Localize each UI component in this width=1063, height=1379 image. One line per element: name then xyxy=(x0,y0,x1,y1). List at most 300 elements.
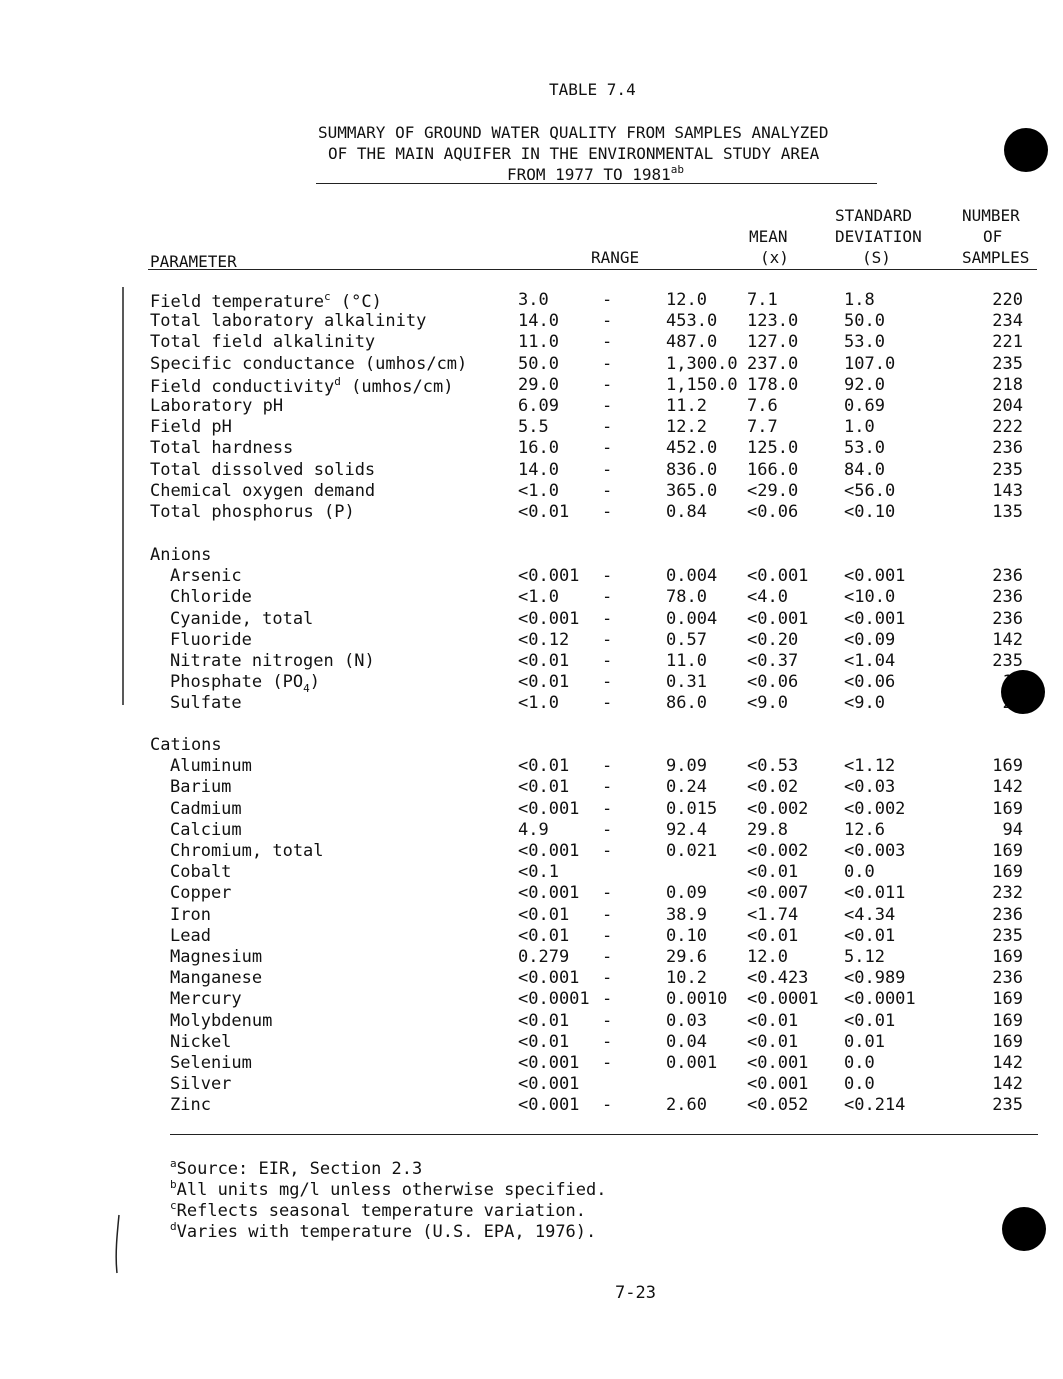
range-low-cell: <0.01 xyxy=(518,502,570,522)
header-mean-line-2: (x) xyxy=(760,248,789,267)
range-dash: - xyxy=(602,459,613,480)
samples-cell: 221 xyxy=(992,332,1023,353)
header-parameter: PARAMETER xyxy=(150,252,237,271)
range-dash: - xyxy=(602,925,613,946)
range-low-cell: <0.001 xyxy=(518,798,580,819)
parameter-cell xyxy=(170,883,231,903)
range-low-cell: <0.001 xyxy=(518,841,580,861)
parameter-name: Field pH xyxy=(150,417,232,438)
parameter-name: Nickel xyxy=(170,1031,232,1052)
samples-cell: 94 xyxy=(1002,819,1023,840)
mean-cell: 12.0 xyxy=(747,947,788,967)
parameter-unit: ) xyxy=(309,672,320,693)
range-high-cell: 12.0 xyxy=(666,290,707,310)
range-high-cell: 0.09 xyxy=(666,883,707,904)
range-low-cell: 29.0 xyxy=(518,374,559,395)
title-line-2: OF THE MAIN AQUIFER IN THE ENVIRONMENTAL STUDY AREA xyxy=(328,144,820,163)
table-row xyxy=(0,968,1063,989)
mean-cell: <1.74 xyxy=(747,904,799,925)
parameter-cell xyxy=(170,799,242,819)
sd-cell: 0.01 xyxy=(844,1031,885,1052)
footnote-marker: b xyxy=(170,1178,177,1191)
parameter-name: Phosphate (PO xyxy=(170,672,304,693)
range-high-cell: 0.10 xyxy=(666,925,707,946)
samples-cell: 169 xyxy=(992,798,1023,819)
sd-cell: 0.0 xyxy=(844,862,875,883)
range-low-cell: 11.0 xyxy=(518,332,559,353)
footnote-marker: c xyxy=(324,290,331,303)
parameter-name: Field temperature xyxy=(150,292,324,312)
footnote-marker: a xyxy=(170,1157,177,1170)
sd-cell: <0.001 xyxy=(844,566,906,587)
range-low-cell: <0.12 xyxy=(518,629,570,650)
sd-cell: 5.12 xyxy=(844,947,885,967)
parameter-cell xyxy=(170,905,211,925)
range-dash: - xyxy=(602,290,613,310)
footnote xyxy=(170,1178,607,1200)
samples-cell: 235 xyxy=(992,651,1023,671)
sd-cell: 1.0 xyxy=(844,417,875,438)
sd-cell: <4.34 xyxy=(844,904,896,925)
range-dash: - xyxy=(602,777,613,798)
sd-cell: <10.0 xyxy=(844,587,896,608)
range-high-cell: 1,300.0 xyxy=(666,353,738,374)
parameter-name: Specific conductance (umhos/cm) xyxy=(150,353,468,374)
samples-cell: 218 xyxy=(992,374,1023,395)
range-high-cell: 0.31 xyxy=(666,672,707,693)
section-heading-anions xyxy=(0,545,1063,566)
range-dash: - xyxy=(602,396,613,416)
sd-cell: <0.002 xyxy=(844,798,906,819)
sd-cell: <0.09 xyxy=(844,629,896,650)
table-row xyxy=(0,438,1063,459)
sd-cell: <0.01 xyxy=(844,925,896,946)
table-row xyxy=(0,756,1063,777)
mean-cell: <9.0 xyxy=(747,693,788,714)
range-high-cell: 9.09 xyxy=(666,756,707,777)
range-low-cell: <0.0001 xyxy=(518,989,590,1010)
range-high-cell: 2.60 xyxy=(666,1095,707,1116)
parameter-cell xyxy=(170,651,375,671)
samples-cell: 235 xyxy=(992,459,1023,480)
samples-cell: 235 xyxy=(992,925,1023,946)
table-row xyxy=(0,354,1063,375)
range-dash: - xyxy=(602,502,613,522)
table-row xyxy=(0,926,1063,947)
range-high-cell: 0.04 xyxy=(666,1031,707,1052)
parameter-name: Field conductivity xyxy=(150,376,335,397)
range-dash: - xyxy=(602,1053,613,1073)
parameter-name: Chemical oxygen demand xyxy=(150,480,376,501)
range-low-cell: <0.01 xyxy=(518,777,570,798)
parameter-name: Copper xyxy=(170,883,232,904)
title-underline xyxy=(316,183,877,184)
page-number: 7-23 xyxy=(615,1283,656,1303)
parameter-name: Cobalt xyxy=(170,862,232,883)
range-high-cell: 0.03 xyxy=(666,1010,707,1031)
parameter-cell xyxy=(170,756,252,776)
mean-cell: <4.0 xyxy=(747,587,788,608)
parameter-cell xyxy=(150,375,453,397)
footnote xyxy=(170,1157,422,1179)
table-row xyxy=(0,375,1063,396)
sd-cell: 92.0 xyxy=(844,374,885,395)
table-row xyxy=(0,672,1063,696)
table-row xyxy=(0,862,1063,883)
table-row xyxy=(0,311,1063,332)
parameter-cell xyxy=(170,968,262,988)
mean-cell: <0.001 xyxy=(747,1074,809,1095)
title-line-1: SUMMARY OF GROUND WATER QUALITY FROM SAMPLES ANALYZED xyxy=(318,123,829,142)
title-years: FROM 1977 TO 1981 xyxy=(507,165,671,184)
parameter-name: Arsenic xyxy=(170,566,242,587)
parameter-cell xyxy=(170,926,211,946)
parameter-unit: (umhos/cm) xyxy=(340,376,454,397)
header-sd-line-2: DEVIATION xyxy=(835,227,922,246)
range-low-cell: <0.01 xyxy=(518,672,570,693)
parameter-cell xyxy=(150,311,426,331)
range-dash: - xyxy=(602,629,613,650)
parameter-name: Calcium xyxy=(170,819,242,840)
samples-cell: 143 xyxy=(992,480,1023,501)
mean-cell: <0.0001 xyxy=(747,989,819,1010)
table-label: TABLE 7.4 xyxy=(549,80,636,99)
range-dash: - xyxy=(602,311,613,332)
table-row xyxy=(0,630,1063,651)
samples-cell: 236 xyxy=(992,608,1023,629)
mean-cell: 125.0 xyxy=(747,438,799,459)
table-row xyxy=(0,1053,1063,1074)
range-dash: - xyxy=(602,968,613,989)
range-dash: - xyxy=(602,693,613,714)
range-dash: - xyxy=(602,989,613,1010)
table-row xyxy=(0,1095,1063,1116)
header-n-line-2: OF xyxy=(983,227,1003,246)
parameter-name: Total field alkalinity xyxy=(150,332,376,353)
sd-cell: <0.06 xyxy=(844,672,896,693)
parameter-cell xyxy=(170,609,313,629)
range-low-cell: <0.01 xyxy=(518,756,570,777)
samples-cell: 135 xyxy=(992,502,1023,522)
samples-cell: 169 xyxy=(992,1010,1023,1031)
range-high-cell: 836.0 xyxy=(666,459,718,480)
mean-cell: <0.01 xyxy=(747,1031,799,1052)
range-high-cell: 453.0 xyxy=(666,311,718,332)
mean-cell: 7.7 xyxy=(747,417,778,438)
table-row xyxy=(0,609,1063,630)
sd-cell: <0.001 xyxy=(844,608,906,629)
range-low-cell: 6.09 xyxy=(518,396,559,416)
parameter-cell xyxy=(150,438,293,458)
parameter-cell xyxy=(170,672,320,695)
range-low-cell: <0.001 xyxy=(518,883,580,904)
mean-cell: <0.01 xyxy=(747,1010,799,1031)
samples-cell: 142 xyxy=(992,1053,1023,1073)
range-dash: - xyxy=(602,608,613,629)
header-rule xyxy=(148,269,1037,270)
range-dash: - xyxy=(602,374,613,395)
section-heading-cations-text: Cations xyxy=(150,735,222,755)
table-row xyxy=(0,651,1063,672)
parameter-cell xyxy=(170,1095,211,1115)
parameter-cell xyxy=(170,566,242,586)
parameter-name: Aluminum xyxy=(170,756,252,777)
parameter-name: Total hardness xyxy=(150,438,294,459)
range-low-cell: <0.01 xyxy=(518,904,570,925)
footnote-marker: d xyxy=(170,1220,177,1233)
hole-punch-bottom xyxy=(1002,1207,1046,1251)
sd-cell: 0.0 xyxy=(844,1074,875,1095)
range-low-cell: <0.001 xyxy=(518,566,580,587)
range-low-cell: <0.001 xyxy=(518,608,580,629)
samples-cell: 169 xyxy=(992,947,1023,967)
mean-cell: 178.0 xyxy=(747,374,799,395)
parameter-name: Iron xyxy=(170,904,211,925)
sd-cell: <0.003 xyxy=(844,841,906,861)
table-row xyxy=(0,1011,1063,1032)
samples-cell: 220 xyxy=(992,290,1023,310)
section-heading-anions-text: Anions xyxy=(150,545,212,565)
range-high-cell: 92.4 xyxy=(666,819,707,840)
parameter-cell xyxy=(150,396,283,416)
range-low-cell: <1.0 xyxy=(518,480,559,501)
parameter-name: Laboratory pH xyxy=(150,396,284,416)
parameter-name: Molybdenum xyxy=(170,1010,273,1031)
parameter-cell xyxy=(150,354,467,374)
samples-cell: 142 xyxy=(992,629,1023,650)
parameter-name: Mercury xyxy=(170,989,242,1010)
parameter-name: Cadmium xyxy=(170,798,242,819)
table-row xyxy=(0,905,1063,926)
range-dash: - xyxy=(602,841,613,861)
sd-cell: 107.0 xyxy=(844,353,896,374)
subscript: 4 xyxy=(303,682,310,696)
table-row xyxy=(0,502,1063,523)
range-dash: - xyxy=(602,1095,613,1116)
samples-cell: 142 xyxy=(992,777,1023,798)
range-high-cell: 0.24 xyxy=(666,777,707,798)
parameter-name: Magnesium xyxy=(170,947,263,967)
table-row xyxy=(0,396,1063,417)
parameter-cell xyxy=(170,862,231,882)
parameter-cell xyxy=(170,587,252,607)
parameter-cell xyxy=(150,502,355,522)
range-low-cell: <0.001 xyxy=(518,968,580,989)
samples-cell: 235 xyxy=(992,353,1023,374)
parameter-cell xyxy=(170,841,324,861)
parameter-name: Sulfate xyxy=(170,693,242,714)
footnote-text: Source: EIR, Section 2.3 xyxy=(176,1159,423,1179)
parameter-cell xyxy=(150,332,375,352)
mean-cell: <0.002 xyxy=(747,841,809,861)
sd-cell: <0.989 xyxy=(844,968,906,989)
table-row xyxy=(0,989,1063,1010)
parameter-cell xyxy=(170,693,242,713)
range-high-cell: 10.2 xyxy=(666,968,707,989)
mean-cell: <0.002 xyxy=(747,798,809,819)
range-dash: - xyxy=(602,756,613,777)
parameter-name: Selenium xyxy=(170,1053,252,1073)
parameter-cell xyxy=(150,417,232,437)
mean-cell: <0.007 xyxy=(747,883,809,904)
samples-cell: 169 xyxy=(992,841,1023,861)
sd-cell: 84.0 xyxy=(844,459,885,480)
mean-cell: 7.1 xyxy=(747,290,778,310)
parameter-cell xyxy=(170,947,262,967)
range-high-cell: 38.9 xyxy=(666,904,707,925)
samples-cell: 169 xyxy=(992,756,1023,777)
sd-cell: <1.12 xyxy=(844,756,896,777)
range-high-cell: 0.004 xyxy=(666,608,718,629)
samples-cell: 169 xyxy=(992,1031,1023,1052)
range-dash: - xyxy=(602,651,613,671)
range-high-cell: 0.015 xyxy=(666,798,718,819)
sd-cell: <0.10 xyxy=(844,502,896,522)
title-line-3 xyxy=(507,163,684,184)
range-low-cell: 5.5 xyxy=(518,417,549,438)
sd-cell: <0.0001 xyxy=(844,989,916,1010)
sd-cell: <9.0 xyxy=(844,693,885,714)
range-low-cell: 50.0 xyxy=(518,353,559,374)
range-high-cell: 11.2 xyxy=(666,396,707,416)
table-row xyxy=(0,1032,1063,1053)
mean-cell: <0.052 xyxy=(747,1095,809,1116)
range-dash: - xyxy=(602,1010,613,1031)
mean-cell: <0.01 xyxy=(747,862,799,883)
range-high-cell: 0.001 xyxy=(666,1053,718,1073)
footnote-text: Reflects seasonal temperature variation. xyxy=(176,1201,587,1221)
samples-cell: 236 xyxy=(992,438,1023,459)
parameter-name: Chromium, total xyxy=(170,841,324,861)
table-row xyxy=(0,566,1063,587)
range-low-cell: 0.279 xyxy=(518,947,570,967)
sd-cell: <0.214 xyxy=(844,1095,906,1116)
parameter-name: Manganese xyxy=(170,968,263,989)
samples-cell: 234 xyxy=(992,311,1023,332)
footnote xyxy=(170,1220,596,1242)
range-low-cell: <0.01 xyxy=(518,925,570,946)
range-high-cell: 11.0 xyxy=(666,651,707,671)
table-row xyxy=(0,587,1063,608)
range-dash: - xyxy=(602,1031,613,1052)
mean-cell: <0.001 xyxy=(747,566,809,587)
header-sd-line-1: STANDARD xyxy=(835,206,913,225)
range-dash: - xyxy=(602,947,613,967)
footnote-text: All units mg/l unless otherwise specified. xyxy=(176,1180,607,1200)
range-low-cell: <1.0 xyxy=(518,693,559,714)
header-range: RANGE xyxy=(591,248,640,267)
table-row xyxy=(0,777,1063,798)
mean-cell: <0.001 xyxy=(747,608,809,629)
sd-cell: 0.0 xyxy=(844,1053,875,1073)
range-dash: - xyxy=(602,798,613,819)
parameter-name: Zinc xyxy=(170,1095,211,1116)
parameter-name: Total phosphorus (P) xyxy=(150,502,355,522)
range-dash: - xyxy=(602,566,613,587)
footnote xyxy=(170,1199,586,1221)
range-high-cell: 29.6 xyxy=(666,947,707,967)
mean-cell: <0.02 xyxy=(747,777,799,798)
mean-cell: <0.37 xyxy=(747,651,799,671)
range-low-cell: 14.0 xyxy=(518,311,559,332)
sd-cell: <56.0 xyxy=(844,480,896,501)
sd-cell: 1.8 xyxy=(844,290,875,310)
mean-cell: 237.0 xyxy=(747,353,799,374)
footnote-marker: c xyxy=(170,1199,177,1212)
margin-mark-lines xyxy=(105,285,135,1275)
footnote-rule xyxy=(170,1134,1038,1135)
table-row xyxy=(0,460,1063,481)
table-row xyxy=(0,481,1063,502)
range-low-cell: 14.0 xyxy=(518,459,559,480)
range-high-cell: 0.57 xyxy=(666,629,707,650)
parameter-cell xyxy=(170,1074,231,1094)
range-low-cell: <0.01 xyxy=(518,1031,570,1052)
sd-cell: 12.6 xyxy=(844,819,885,840)
samples-cell: 232 xyxy=(992,883,1023,904)
range-low-cell: 4.9 xyxy=(518,819,549,840)
range-low-cell: 3.0 xyxy=(518,290,549,310)
sd-cell: <1.04 xyxy=(844,651,896,671)
mean-cell: <0.06 xyxy=(747,502,799,522)
range-low-cell: <0.1 xyxy=(518,862,559,883)
sd-cell: 0.69 xyxy=(844,396,885,416)
parameter-name: Silver xyxy=(170,1074,232,1095)
mean-cell: <0.01 xyxy=(747,925,799,946)
mean-cell: 29.8 xyxy=(747,819,788,840)
sd-cell: 50.0 xyxy=(844,311,885,332)
parameter-name: Nitrate nitrogen (N) xyxy=(170,651,375,671)
sd-cell: 53.0 xyxy=(844,438,885,459)
range-high-cell: 0.84 xyxy=(666,502,707,522)
range-high-cell: 12.2 xyxy=(666,417,707,438)
parameter-cell xyxy=(170,820,242,840)
range-high-cell: 487.0 xyxy=(666,332,718,353)
table-row xyxy=(0,883,1063,904)
footnote-text: Varies with temperature (U.S. EPA, 1976). xyxy=(176,1222,597,1242)
sd-cell: 53.0 xyxy=(844,332,885,353)
range-dash: - xyxy=(602,587,613,608)
hole-punch-middle xyxy=(1001,670,1045,714)
header-n-line-1: NUMBER xyxy=(962,206,1020,225)
header-mean-line-1: MEAN xyxy=(749,227,788,246)
table-row xyxy=(0,290,1063,311)
table-row xyxy=(0,693,1063,714)
range-dash: - xyxy=(602,904,613,925)
range-dash: - xyxy=(602,332,613,353)
samples-cell: 235 xyxy=(992,1095,1023,1116)
range-low-cell: <1.0 xyxy=(518,587,559,608)
mean-cell: <0.20 xyxy=(747,629,799,650)
samples-cell: 169 xyxy=(992,862,1023,883)
header-n-line-3: SAMPLES xyxy=(962,248,1030,267)
parameter-cell xyxy=(170,1011,272,1031)
range-high-cell: 0.0010 xyxy=(666,989,728,1010)
table-row xyxy=(0,417,1063,438)
mean-cell: <29.0 xyxy=(747,480,799,501)
range-high-cell: 452.0 xyxy=(666,438,718,459)
samples-cell: 236 xyxy=(992,968,1023,989)
table-row xyxy=(0,841,1063,862)
samples-cell: 236 xyxy=(992,587,1023,608)
parameter-cell xyxy=(170,1053,252,1073)
samples-cell: 169 xyxy=(992,989,1023,1010)
mean-cell: <0.53 xyxy=(747,756,799,777)
mean-cell: 127.0 xyxy=(747,332,799,353)
parameter-name: Total dissolved solids xyxy=(150,459,376,480)
range-high-cell: 86.0 xyxy=(666,693,707,714)
range-high-cell: 0.004 xyxy=(666,566,718,587)
